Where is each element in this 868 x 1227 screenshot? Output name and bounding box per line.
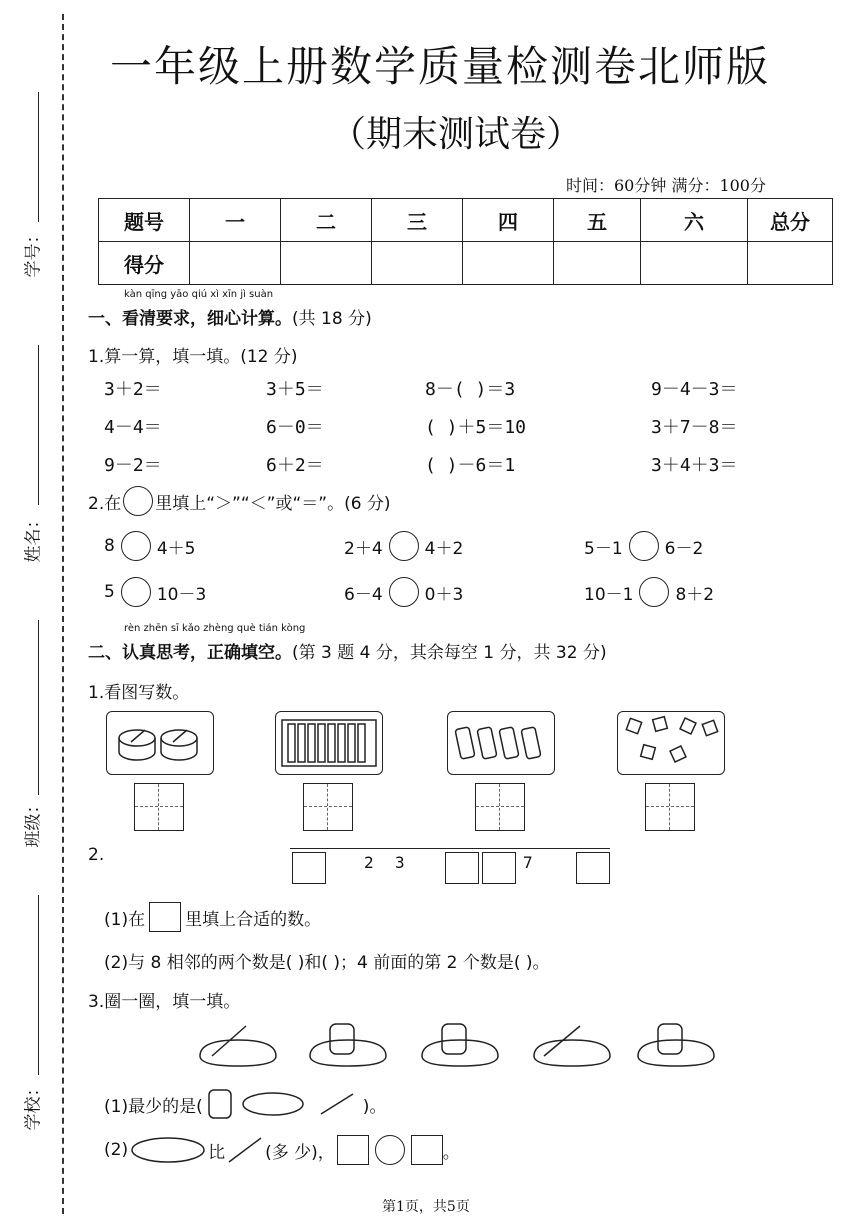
calc-item[interactable]: 9－4－3＝ [651,379,738,400]
table-cell: 一 [190,199,281,242]
calc-item[interactable]: 9－2＝ [104,455,162,476]
question-1-2 [88,486,391,516]
score-input-cell[interactable] [554,242,641,285]
compare-item [344,531,463,561]
section1-points: (共 18 分) [292,309,372,329]
compare-right: 4＋5 [156,538,196,559]
section1-title [88,304,372,329]
q3b-post[interactable]: (多 少)， [265,1142,335,1163]
score-input-cell[interactable] [748,242,833,285]
options-icons [203,1088,363,1120]
table-cell: 得分 [99,242,190,285]
answer-grid[interactable] [475,783,525,831]
number-label: 2 [364,853,374,872]
picture-pencil-sharpeners [106,711,214,775]
score-input-cell[interactable] [372,242,463,285]
compare-circle[interactable] [121,531,151,561]
compare-item [104,531,195,561]
compare-right: 4＋2 [424,538,464,559]
score-input-cell[interactable] [463,242,554,285]
question-2-3: 3.圈一圈，填一填。 [88,992,241,1012]
calc-item[interactable]: ( )－6＝1 [425,455,516,476]
q2a-post: 里填上合适的数。 [185,909,322,930]
compare-circle[interactable] [389,577,419,607]
exam-meta: 时间：60分钟 满分：100分 [566,176,766,195]
q3b-pre: (2) [104,1140,129,1160]
calc-item[interactable]: 3＋2＝ [104,379,162,400]
picture-erasers [447,711,555,775]
compare-left: 5－1 [584,538,623,559]
circle-icon [123,486,153,516]
compare-right: 0＋3 [424,584,464,605]
palette-icon [128,1134,208,1166]
binding-dashed-line [62,14,64,1214]
section2-points: (第 3 题 4 分，其余每空 1 分，共 32 分) [292,643,607,663]
answer-box[interactable] [411,1135,443,1165]
calc-item[interactable]: 3＋5＝ [266,379,324,400]
compare-item [104,577,206,607]
compare-item [584,577,714,607]
calc-item[interactable]: 6＋2＝ [266,455,324,476]
brush-icon [544,1026,580,1056]
brush-icon [225,1134,265,1166]
compare-item [584,531,703,561]
palette-icon [422,1040,498,1066]
school-line [38,895,39,1075]
number-box[interactable] [292,852,326,884]
compare-right: 10－3 [156,584,207,605]
q3a-post: )。 [362,1096,387,1117]
table-cell: 总分 [748,199,833,242]
table-cell: 题号 [99,199,190,242]
number-label: 7 [523,853,533,872]
compare-left: 10－1 [584,584,634,605]
name-label: 姓名： [23,511,44,563]
calc-item[interactable]: 4－4＝ [104,417,162,438]
square-icon [149,902,181,932]
q2a-pre: (1)在 [104,909,146,930]
compare-circle[interactable] [389,531,419,561]
calc-item[interactable]: 8－( )＝3 [425,379,516,400]
question-1-2-pre: 2.在 [88,493,122,514]
question-2-2-2[interactable]: (2)与 8 相邻的两个数是( )和( )；4 前面的第 2 个数是( )。 [104,953,550,973]
number-box[interactable] [576,852,610,884]
page-subtitle: （期末测试卷） [330,114,583,155]
brush-icon [321,1094,353,1114]
calc-item[interactable]: ( )＋5＝10 [425,417,527,438]
table-cell: 三 [372,199,463,242]
page-footer: 第1页，共5页 [382,1199,470,1215]
cup-icon [209,1090,231,1118]
section1-pinyin: kàn qīng yāo qiú xì xīn jì suàn [124,289,274,300]
number-box[interactable] [445,852,479,884]
question-2-3-1 [104,1088,386,1120]
table-cell: 五 [554,199,641,242]
section2-pinyin: rèn zhēn sī kǎo zhèng què tián kòng [124,623,306,634]
student-id-label: 学号： [23,226,44,278]
number-line [290,848,610,849]
compare-right: 6－2 [664,538,704,559]
clip-icon [618,712,724,774]
section1-title-text: 一、看清要求，细心计算。 [88,309,292,329]
answer-grid[interactable] [645,783,695,831]
question-2-1: 1.看图写数。 [88,683,190,703]
palette-icon [310,1040,386,1066]
crayon-icon [276,712,382,774]
class-label: 班级： [23,796,44,848]
student-id-line [38,92,39,222]
section2-title [88,638,607,663]
compare-circle[interactable] [639,577,669,607]
cup-icon [442,1024,466,1054]
calc-item[interactable]: 3＋7－8＝ [651,417,738,438]
picture-crayons [275,711,383,775]
school-label: 学校： [23,1079,44,1131]
question-1-1: 1.算一算，填一填。(12 分) [88,347,298,367]
question-2-2: 2. [88,845,105,865]
table-cell: 二 [281,199,372,242]
sharpener-icon [107,712,213,774]
compare-right: 8＋2 [675,584,715,605]
compare-circle[interactable] [375,1135,405,1165]
question-1-2-post: 里填上“＞”“＜”或“＝”。(6 分) [155,493,391,514]
q3b-end: 。 [442,1142,460,1163]
compare-left: 5 [104,582,115,602]
number-label: 3 [395,853,405,872]
q3b-mid: 比 [208,1142,226,1163]
name-line [38,345,39,505]
section2-title-text: 二、认真思考，正确填空。 [88,643,292,663]
answer-grid[interactable] [303,783,353,831]
table-cell: 六 [641,199,748,242]
palette-icon [243,1093,303,1115]
score-table-header-row [99,199,833,242]
picture-clips [617,711,725,775]
cup-icon [658,1024,682,1054]
score-table [98,198,833,285]
question-2-3-2 [104,1134,460,1166]
palette-icon [534,1040,610,1066]
compare-left: 8 [104,536,115,556]
compare-left: 2＋4 [344,538,383,559]
cup-icon [330,1024,354,1054]
score-input-cell[interactable] [281,242,372,285]
q3a-pre: (1)最少的是( [104,1096,203,1117]
class-line [38,620,39,795]
compare-left: 6－4 [344,584,383,605]
palette-icon [638,1040,714,1066]
score-input-cell[interactable] [190,242,281,285]
score-table-score-row [99,242,833,285]
question-2-2-1 [104,902,321,932]
page-title: 一年级上册数学质量检测卷北师版 [110,42,771,91]
compare-circle[interactable] [629,531,659,561]
score-input-cell[interactable] [641,242,748,285]
answer-grid[interactable] [134,783,184,831]
table-cell: 四 [463,199,554,242]
eraser-icon [448,712,554,774]
calc-item[interactable]: 3＋4＋3＝ [651,455,738,476]
compare-circle[interactable] [121,577,151,607]
palette-icon [200,1040,276,1066]
answer-box[interactable] [337,1135,369,1165]
palette-objects [190,1018,730,1072]
calc-item[interactable]: 6－0＝ [266,417,324,438]
compare-item [344,577,463,607]
number-box[interactable] [482,852,516,884]
